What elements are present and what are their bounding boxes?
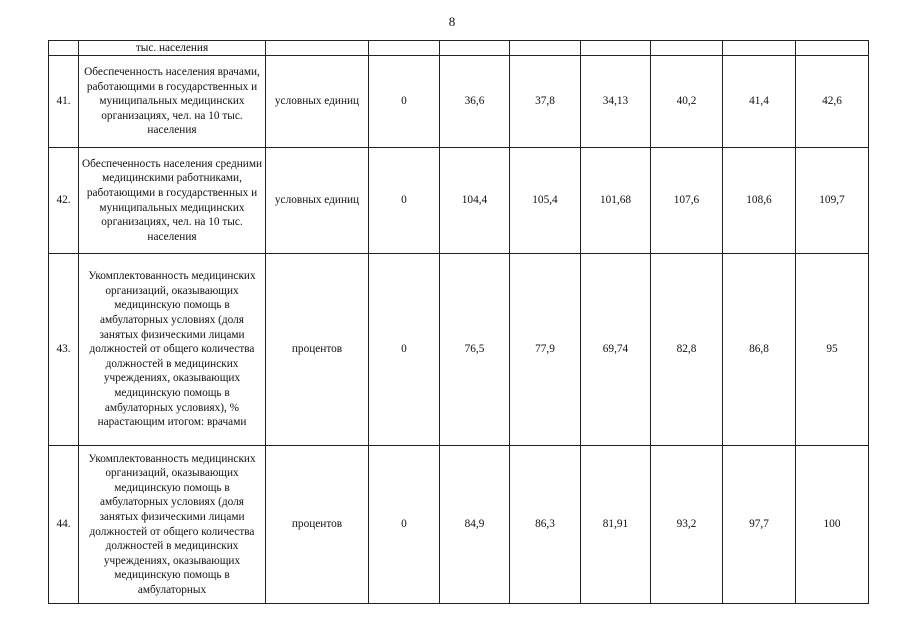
cell-value: 41,4: [723, 56, 796, 148]
table-row: [49, 254, 869, 446]
cell-value: [440, 41, 510, 56]
table-row: [49, 56, 869, 148]
cell-value: 95: [796, 254, 869, 446]
cell-value: 107,6: [651, 148, 723, 254]
page-number: 8: [448, 14, 456, 29]
cell-value: 100: [796, 446, 869, 604]
cell-name: Укомплектованность медицинских организаций, оказывающих медицинскую помощь в амбулаторных условиях (доля занятых физическими лицами должностей от общего количества должностей в медицинских учреждениях, оказывающих медицинскую помощь в амбулаторных: [79, 446, 266, 604]
cell-value: 37,8: [510, 56, 581, 148]
cell-value: 0: [369, 254, 440, 446]
cell-value: 86,8: [723, 254, 796, 446]
cell-value: 77,9: [510, 254, 581, 446]
table-body: [49, 41, 869, 604]
cell-name: Обеспеченность населения средними медицинскими работниками, работающими в государственных и муниципальных медицинских организациях, чел. на 10 тыс. населения: [79, 148, 266, 254]
cell-num: 43.: [49, 254, 79, 446]
cell-name: Обеспеченность населения врачами, работающими в государственных и муниципальных медицинских организациях, чел. на 10 тыс. населения: [79, 56, 266, 148]
cell-value: 69,74: [581, 254, 651, 446]
cell-value: [369, 41, 440, 56]
cell-value: [796, 41, 869, 56]
cell-name: тыс. населения: [79, 41, 266, 56]
table-row: [49, 148, 869, 254]
cell-value: [510, 41, 581, 56]
cell-value: 40,2: [651, 56, 723, 148]
cell-value: 36,6: [440, 56, 510, 148]
cell-value: 104,4: [440, 148, 510, 254]
cell-value: 86,3: [510, 446, 581, 604]
cell-value: 109,7: [796, 148, 869, 254]
cell-value: 0: [369, 148, 440, 254]
cell-num: 41.: [49, 56, 79, 148]
cell-value: 108,6: [723, 148, 796, 254]
cell-value: 101,68: [581, 148, 651, 254]
table-row: [49, 446, 869, 604]
cell-value: 93,2: [651, 446, 723, 604]
cell-value: 105,4: [510, 148, 581, 254]
indicators-table: [48, 40, 869, 604]
cell-value: 76,5: [440, 254, 510, 446]
cell-unit: условных единиц: [266, 56, 369, 148]
cell-value: [581, 41, 651, 56]
cell-unit: процентов: [266, 446, 369, 604]
cell-value: 0: [369, 56, 440, 148]
table-row-continuation: [49, 41, 869, 56]
cell-unit: [266, 41, 369, 56]
cell-value: [651, 41, 723, 56]
cell-value: 42,6: [796, 56, 869, 148]
cell-value: 97,7: [723, 446, 796, 604]
cell-num: [49, 41, 79, 56]
cell-value: [723, 41, 796, 56]
cell-value: 84,9: [440, 446, 510, 604]
cell-unit: процентов: [266, 254, 369, 446]
cell-num: 42.: [49, 148, 79, 254]
cell-value: 0: [369, 446, 440, 604]
cell-value: 82,8: [651, 254, 723, 446]
cell-name: Укомплектованность медицинских организаций, оказывающих медицинскую помощь в амбулаторных условиях (доля занятых физическими лицами должностей от общего количества должностей в медицинских учреждениях, оказывающих медицинскую помощь в амбулаторных условиях), % нарастающим итогом: врачами: [79, 254, 266, 446]
cell-num: 44.: [49, 446, 79, 604]
cell-unit: условных единиц: [266, 148, 369, 254]
cell-value: 34,13: [581, 56, 651, 148]
cell-value: 81,91: [581, 446, 651, 604]
